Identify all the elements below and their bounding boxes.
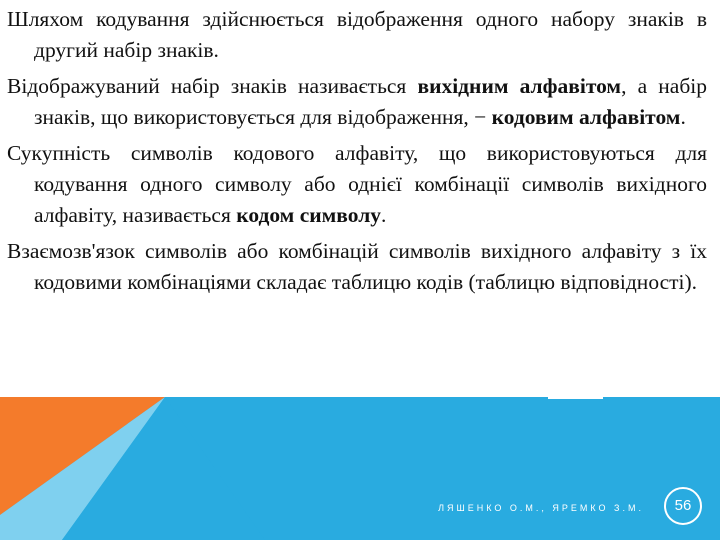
page-number-badge: 56 [664, 487, 702, 525]
term-source-alphabet: вихідним алфавітом [417, 74, 622, 98]
paragraph-2-text-3: . [680, 105, 686, 129]
footer-band [0, 397, 720, 540]
paragraph-3-text-1: Сукупність символів кодового алфавіту, що використовуються для кодування одного символу або однієї комбінації символів вихідного алфавіту, називається [7, 141, 707, 227]
term-symbol-code: кодом символу [236, 203, 382, 227]
paragraph-3-text-2: . [381, 203, 387, 227]
paragraph-4 [7, 236, 707, 298]
paragraph-1 [7, 4, 707, 66]
white-notch [548, 397, 603, 399]
paragraph-2-text-1: Відображуваний набір знаків називається [7, 74, 418, 98]
paragraph-2-text-2: , а набір знаків, що використовується для відображення, − [34, 74, 707, 129]
paragraph-3 [7, 138, 707, 231]
paragraph-4-text: Взаємозв'язок символів або комбінацій символів вихідного алфавіту з їх кодовими комбінаціями складає таблицю кодів (таблицю відповідності). [7, 239, 707, 294]
slide-body [7, 4, 707, 303]
paragraph-1-text: Шляхом кодування здійснюється відображення одного набору знаків в другий набір знаків. [7, 7, 707, 62]
authors-footer: ЛЯШЕНКО О.М., ЯРЕМКО З.М. [438, 503, 644, 513]
paragraph-2 [7, 71, 707, 133]
term-code-alphabet: кодовим алфавітом [491, 105, 681, 129]
footer-decoration [0, 397, 720, 540]
